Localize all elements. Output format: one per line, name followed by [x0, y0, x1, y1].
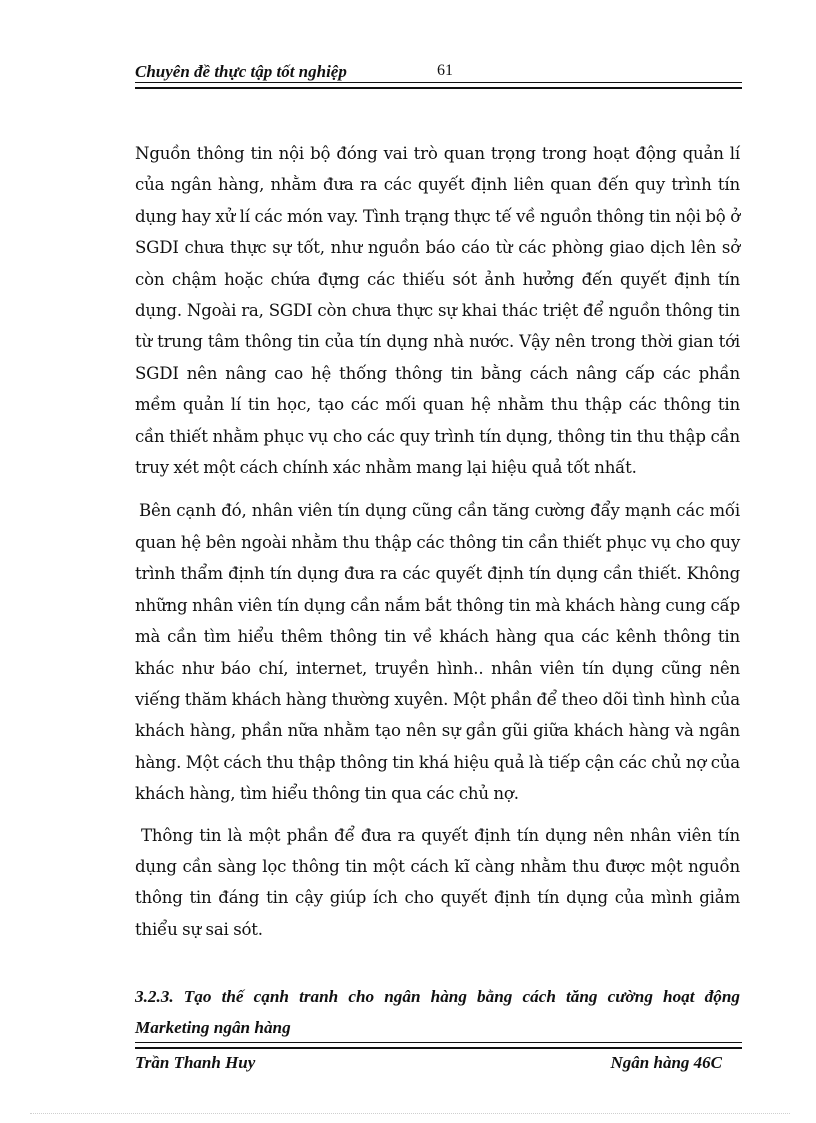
document-body — [135, 138, 740, 1043]
paragraph-external-relations: Bên cạnh đó, nhân viên tín dụng cũng cần tăng cường đẩy mạnh các mối quan hệ bên ngoài nhằm thu thập các thông tin cần thiết phục vụ cho quy trình thẩm định tín dụng đưa ra các quyết định tín dụng cần thiết. Không những nhân viên tín dụng cần nắm bắt thông tin mà khách hàng cung cấp mà cần tìm hiểu thêm thông tin về khách hàng qua các kênh thông tin khác như báo chí, internet, truyền hình.. nhân viên tín dụng cũng nên viếng thăm khách hàng thường xuyên. Một phần để theo dõi tình hình của khách hàng, phần nữa nhằm tạo nên sự gần gũi giữa khách hàng và ngân hàng. Một cách thu thập thông tin khá hiệu quả là tiếp cận các chủ nợ của khách hàng, tìm hiểu thông tin qua các chủ nợ. — [135, 501, 740, 804]
section-heading: 3.2.3. Tạo thế cạnh tranh cho ngân hàng bằng cách tăng cường hoạt động Marketing ngân hàng — [135, 987, 740, 1038]
footer-class: Ngân hàng 46C — [610, 1053, 722, 1072]
page-edge-divider — [30, 1113, 790, 1114]
paragraph-internal-information: Nguồn thông tin nội bộ đóng vai trò quan trọng trong hoạt động quản lí của ngân hàng, nhằm đưa ra các quyết định liên quan đến quy trình tín dụng hay xử lí các món vay. Tình trạng thực tế về nguồn thông tin nội bộ ở SGDI chưa thực sự tốt, như nguồn báo cáo từ các phòng giao dịch lên sở còn chậm hoặc chứa đựng các thiếu sót ảnh hưởng đến quyết định tín dụng. Ngoài ra, SGDI còn chưa thực sự khai thác triệt để nguồn thông tin từ trung tâm thông tin của tín dụng nhà nước. Vậy nên trong thời gian tới SGDI nên nâng cao hệ thống thông tin bằng cách nâng cấp các phần mềm quản lí tin học, tạo các mối quan hệ nhằm thu thập các thông tin cần thiết nhằm phục vụ cho các quy trình tín dụng, thông tin thu thập cần truy xét một cách chính xác nhằm mang lại hiệu quả tốt nhất. — [135, 144, 740, 478]
page-footer — [135, 1053, 742, 1079]
page-number: 61 — [437, 62, 453, 79]
footer-author: Trần Thanh Huy — [135, 1053, 256, 1072]
header-divider — [135, 82, 742, 89]
header-title: Chuyên đề thực tập tốt nghiệp — [135, 62, 347, 81]
paragraph-information-screening: Thông tin là một phần để đưa ra quyết định tín dụng nên nhân viên tín dụng cần sàng lọc thông tin một cách kĩ càng nhằm thu được một nguồn thông tin đáng tin cậy giúp ích cho quyết định tín dụng của mình giảm thiểu sự sai sót. — [135, 825, 740, 939]
footer-divider — [135, 1042, 742, 1049]
